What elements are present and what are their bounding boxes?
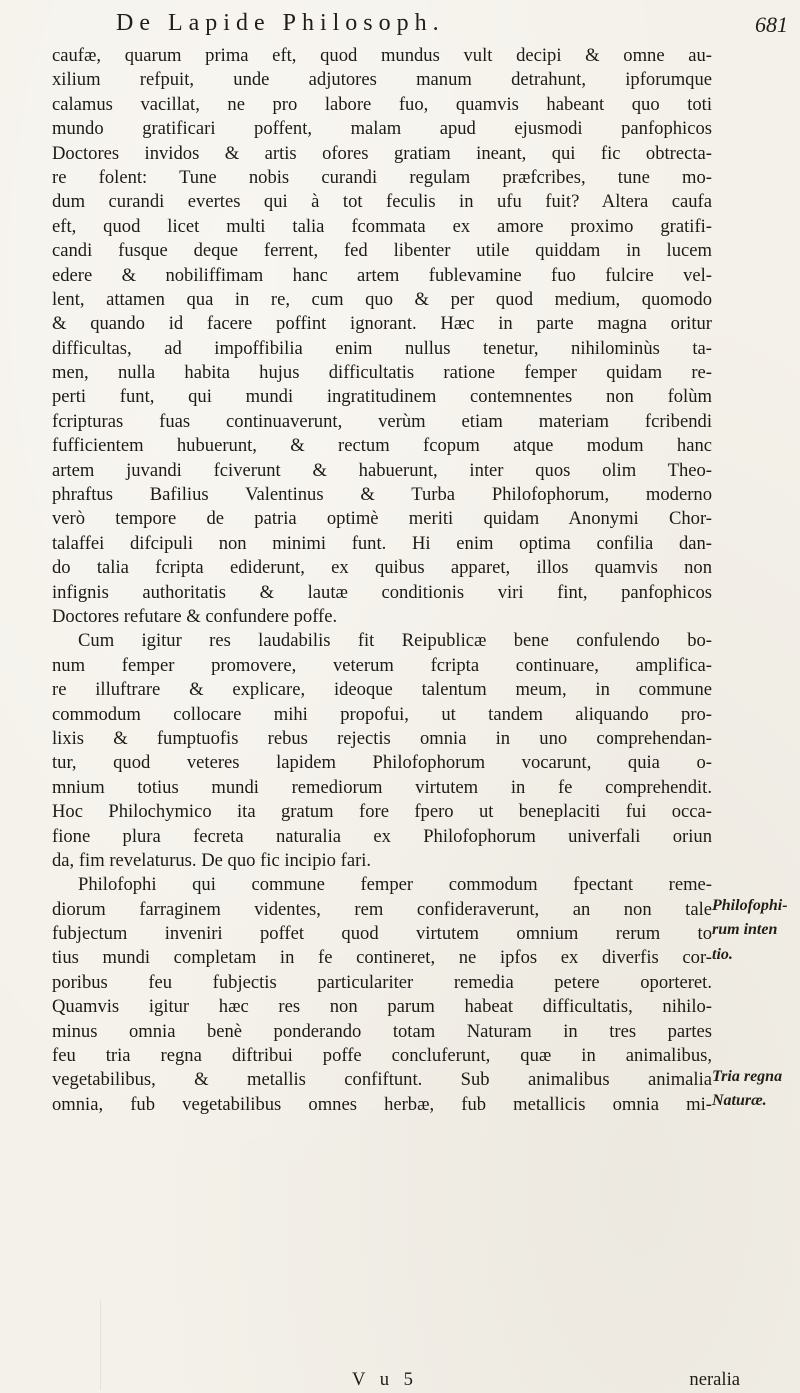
text-line: mundo gratificari poffent, malam apud ejusmodi panfophicos [52, 118, 712, 140]
text-line: calamus vacillat, ne pro labore fuo, quamvis habeant quo toti [52, 93, 712, 115]
page-header [0, 10, 800, 40]
margin-note: Philofophi- [712, 897, 788, 914]
text-line: Hoc Philochymico ita gratum fore fpero ut beneplaciti fui occa- [52, 801, 712, 823]
text-line: men, nulla habita hujus difficultatis ratione femper quidam re- [52, 362, 712, 384]
text-line: commodum collocare mihi propofui, ut tandem aliquando pro- [52, 703, 712, 725]
text-line: do talia fcripta ediderunt, ex quibus apparet, illos quamvis non [52, 557, 712, 579]
text-line: mnium totius mundi remediorum virtutem in fe comprehendit. [52, 776, 712, 798]
text-line: infignis authoritatis & lautæ conditionis viri fint, panfophicos [52, 581, 712, 603]
text-line: minus omnia benè ponderando totam Naturam in tres partes [52, 1020, 712, 1042]
text-line: fubjectum inveniri poffet quod virtutem omnium rerum to [52, 923, 712, 945]
text-line: fufficientem hubuerunt, & rectum fcopum atque modum hanc [52, 435, 712, 457]
text-line: poribus feu fubjectis particulariter remedia petere oporteret. [52, 971, 712, 993]
text-line: xilium refpuit, unde adjutores manum detrahunt, ipforumque [52, 69, 712, 91]
paragraph-start-line: Cum igitur res laudabilis fit Reipublicæ bene confulendo bo- [78, 630, 712, 652]
text-line: lent, attamen qua in re, cum quo & per quod medium, quomodo [52, 288, 712, 310]
text-line: caufæ, quarum prima eft, quod mundus vult decipi & omne au- [52, 45, 712, 66]
text-line: num femper promovere, veterum fcripta continuare, amplifica- [52, 654, 712, 676]
text-line: candi fusque deque ferrent, fed libenter utile quiddam in lucem [52, 240, 712, 262]
running-head: De Lapide Philosoph. [116, 10, 445, 36]
text-line: lixis & fumptuofis rebus rejectis omnia in uno comprehendan- [52, 727, 712, 749]
margin-note: Tria regna [712, 1068, 783, 1085]
text-line: tur, quod veteres lapidem Philofophorum vocarunt, quia o- [52, 752, 712, 774]
page-footer [52, 1369, 740, 1393]
catchword: neralia [689, 1369, 740, 1390]
text-line: difficultas, ad impoffibilia enim nullus tenetur, nihilominùs ta- [52, 337, 712, 359]
text-line: Doctores refutare & confundere poffe. [52, 605, 338, 627]
text-line: re illuftrare & explicare, ideoque talentum meum, in commune [52, 679, 712, 701]
text-line: phraftus Bafilius Valentinus & Turba Philofophorum, moderno [52, 484, 712, 506]
text-line: re folent: Tune nobis curandi regulam præfcribes, tune mo- [52, 166, 712, 188]
text-line: fione plura fecreta naturalia ex Philofophorum univerfali oriun [52, 825, 712, 847]
signature-mark: V u 5 [352, 1369, 418, 1390]
text-line: fcripturas fuas continuaverunt, verùm etiam materiam fcribendi [52, 410, 712, 432]
text-line: eft, quod licet multi talia fcommata ex amore proximo gratifi- [52, 215, 712, 237]
margin-note: Naturæ. [712, 1092, 767, 1109]
text-line: diorum farraginem videntes, rem confideraverunt, an non tale [52, 898, 712, 920]
text-line: edere & nobiliffimam hanc artem fublevamine fuo fulcire vel- [52, 264, 712, 286]
margin-note: tio. [712, 946, 733, 963]
paper-scratch [100, 1300, 101, 1390]
page-number: 681 [755, 12, 788, 37]
paragraph-start-line: Philofophi qui commune femper commodum fpectant reme- [78, 874, 712, 896]
text-line: tius mundi completam in fe contineret, ne ipfos ex diverfis cor- [52, 947, 712, 969]
text-line: verò tempore de patria optimè meriti quidam Anonymi Chor- [52, 508, 712, 530]
text-line: perti funt, qui mundi ingratitudinem contemnentes non folùm [52, 386, 712, 408]
text-line: dum curandi evertes qui à tot feculis in ufu fuit? Altera caufa [52, 191, 712, 213]
text-line: artem juvandi fciverunt & habuerunt, inter quos olim Theo- [52, 459, 712, 481]
text-line: feu tria regna diftribui poffe concluferunt, quæ in animalibus, [52, 1045, 712, 1067]
text-line: omnia, fub vegetabilibus omnes herbæ, fub metallicis omnia mi- [52, 1093, 712, 1115]
text-line: Quamvis igitur hæc res non parum habeat difficultatis, nihilo- [52, 996, 712, 1018]
text-line: talaffei difcipuli non minimi funt. Hi enim optima confilia dan- [52, 532, 712, 554]
text-line: & quando id facere poffint ignorant. Hæc in parte magna oritur [52, 313, 712, 335]
text-line: Doctores invidos & artis ofores gratiam ineant, qui fic obtrecta- [52, 142, 712, 164]
margin-note: rum inten [712, 921, 778, 938]
body-text [52, 44, 712, 1117]
text-line: vegetabilibus, & metallis confiftunt. Sub animalibus animalia [52, 1069, 712, 1091]
text-line: da, fim revelaturus. De quo fic incipio fari. [52, 849, 372, 871]
